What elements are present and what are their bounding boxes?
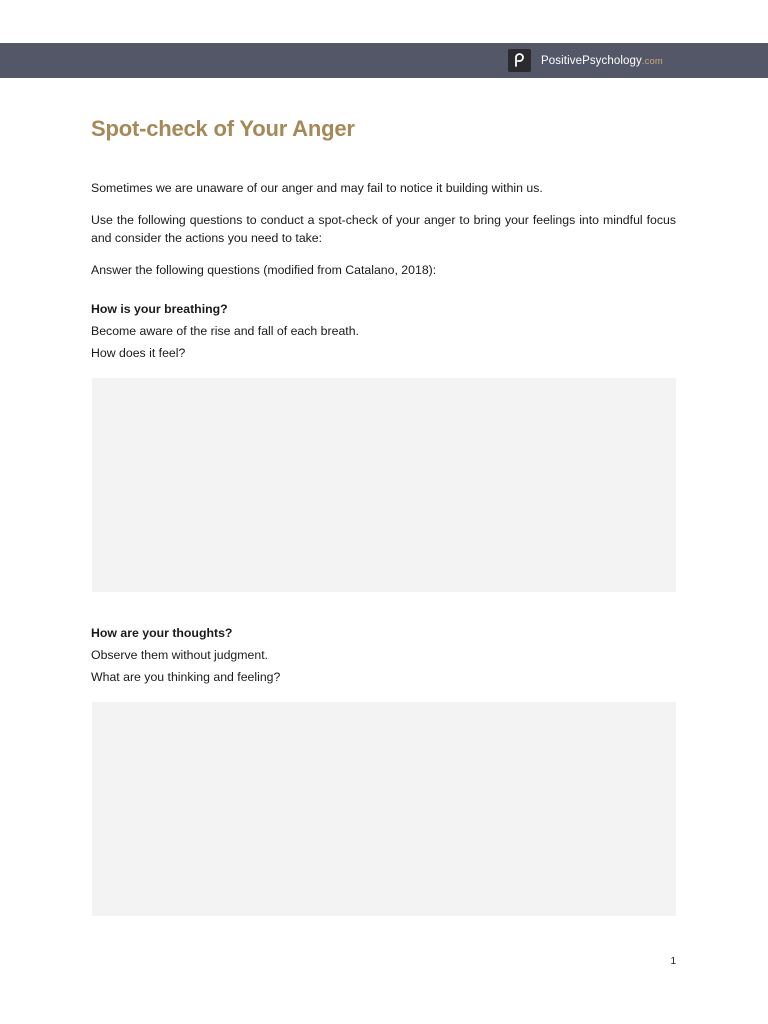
intro-paragraph-2: Use the following questions to conduct a spot-check of your anger to bring your feelings into mindful focus and consider the actions you need to take: [91,213,676,245]
page-title: Spot-check of Your Anger [91,116,355,141]
page-number: 1 [670,956,676,967]
brand[interactable] [508,49,663,72]
brand-domain: .com [641,55,663,67]
question-2-heading: How are your thoughts? [91,626,233,640]
answer-box-breathing[interactable] [92,378,676,592]
question-1-line-2: How does it feel? [91,346,186,360]
question-2-line-2: What are you thinking and feeling? [91,670,281,684]
header-bar [0,43,768,78]
question-2-line-1: Observe them without judgment. [91,648,269,662]
intro-paragraph-1: Sometimes we are unaware of our anger and may fail to notice it building within us. [91,181,543,195]
p-logo-icon [508,49,531,72]
question-1-line-1: Become aware of the rise and fall of each breath. [91,324,359,338]
answer-box-thoughts[interactable] [92,702,676,916]
brand-name-main: PositivePsychology [541,54,642,67]
intro-paragraph-3: Answer the following questions (modified from Catalano, 2018): [91,263,437,277]
question-1-heading: How is your breathing? [91,302,228,316]
brand-name [541,55,663,67]
